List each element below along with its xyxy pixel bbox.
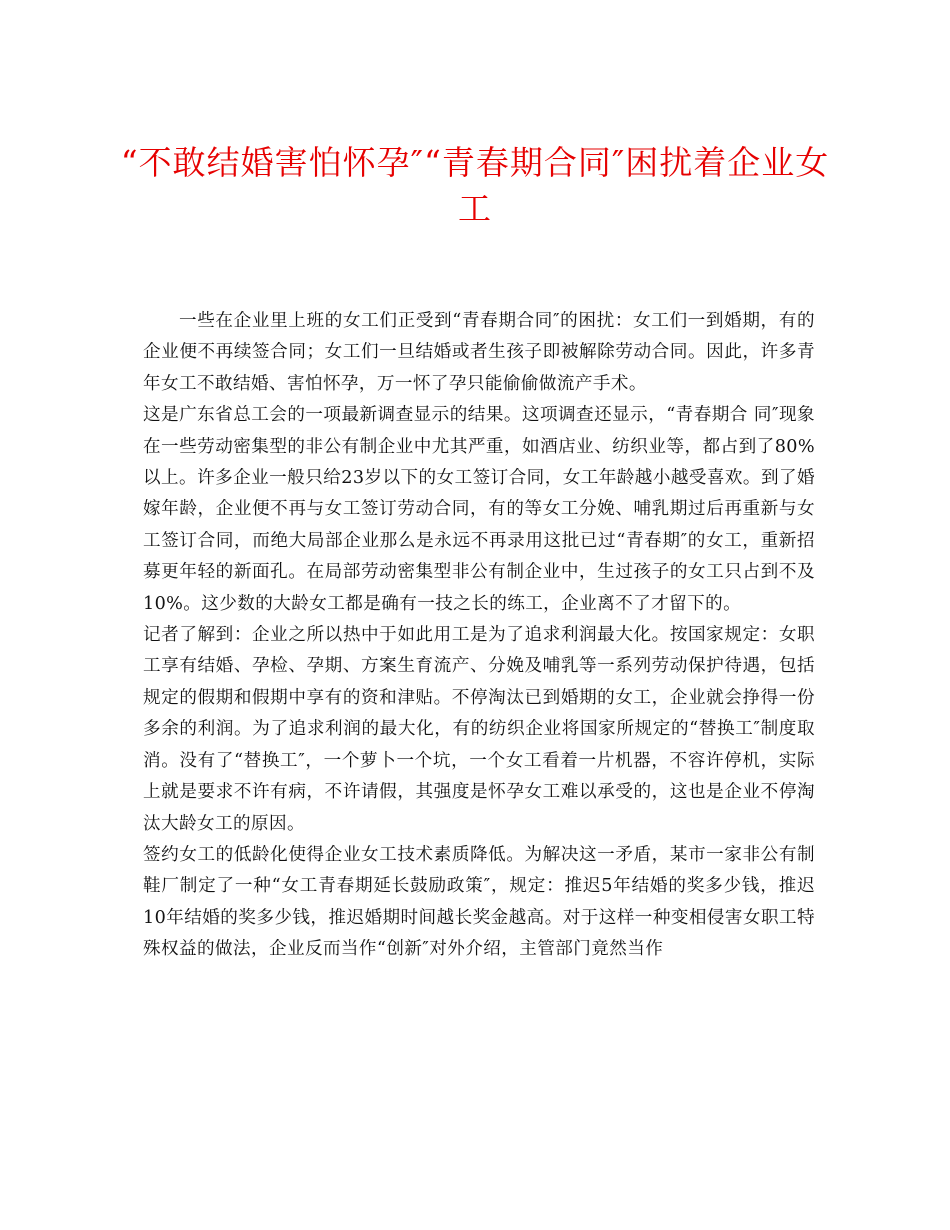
paragraph-1: 一些在企业里上班的女工们正受到“青春期合同″的困扰：女工们一到婚期，有的企业便不再续签合同；女工们一旦结婚或者生孩子即被解除劳动合同。因此，许多青年女工不敢结婚、害怕怀孕，万一怀了孕只能偷偷做流产手术。 (143, 311, 815, 394)
paragraph-4: 签约女工的低龄化使得企业女工技术素质降低。为解决这一矛盾，某市一家非公有制鞋厂制定了一种“女工青春期延长鼓励政策″，规定：推迟5年结婚的奖多少钱，推迟10年结婚的奖多少钱，推迟婚期时间越长奖金越高。对于这样一种变相侵害女职工特殊权益的做法，企业反而当作“创新″对外介绍，主管部门竟然当作 (143, 844, 815, 960)
paragraph-3: 记者了解到：企业之所以热中于如此用工是为了追求利润最大化。按国家规定：女职工享有结婚、孕检、孕期、方案生育流产、分娩及哺乳等一系列劳动保护待遇，包括规定的假期和假期中享有的资和津贴。不停淘汰已到婚期的女工，企业就会挣得一份多余的利润。为了追求利润的最大化，有的纺织企业将国家所规定的“替换工″制度取消。没有了“替换工″，一个萝卜一个坑，一个女工看着一片机器，不容许停机，实际上就是要求不许有病，不许请假，其强度是怀孕女工难以承受的，这也是企业不停淘汰大龄女工的原因。 (143, 625, 815, 834)
document-title: “不敢结婚害怕怀孕″“青春期合同″困扰着企业女工 (120, 143, 830, 228)
document-body (143, 306, 815, 966)
paragraph-2: 这是广东省总工会的一项最新调查显示的结果。这项调查还显示，“青春期合 同″现象在一些劳动密集型的非公有制企业中尤其严重，如酒店业、纺织业等，都占到了80%以上。许多企业一般只给23岁以下的女工签订合同，女工年龄越小越受喜欢。到了婚嫁年龄，企业便不再与女工签订劳动合同，有的等女工分娩、哺乳期过后再重新与女工签订合同，而绝大局部企业那么是永远不再录用这批已过“青春期″的女工，重新招募更年轻的新面孔。在局部劳动密集型非公有制企业中，生过孩子的女工只占到不及10%。这少数的大龄女工都是确有一技之长的练工，企业离不了才留下的。 (143, 405, 815, 614)
